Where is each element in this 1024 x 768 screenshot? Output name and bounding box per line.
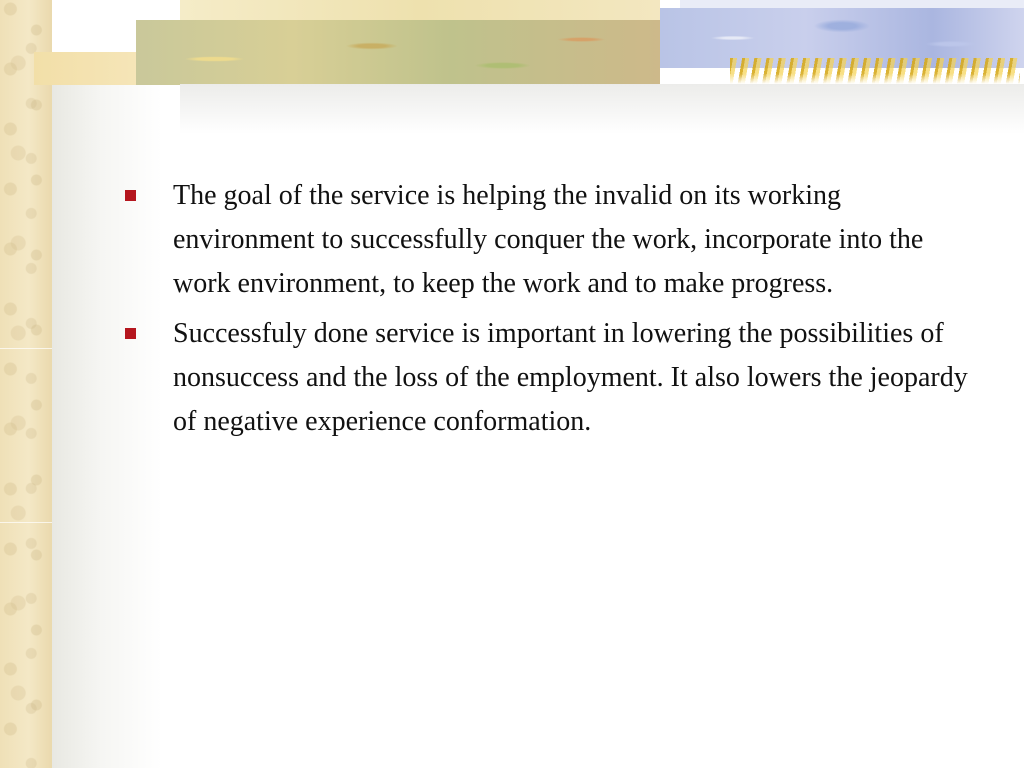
bullet-item (120, 174, 970, 306)
bullet-text: Successfuly done service is important in lowering the possibilities of nonsuccess and the loss of the employment. It also lowers the jeopardy of negative experience conformation. (173, 318, 968, 437)
bullet-list (120, 174, 970, 450)
banner-leaves-top (180, 0, 660, 22)
square-bullet-icon (125, 328, 136, 339)
parchment-strip (0, 0, 52, 768)
bullet-item (120, 312, 970, 444)
square-bullet-icon (125, 190, 136, 201)
bullet-text: The goal of the service is helping the invalid on its working environment to successfully conquer the work, incorporate into the work environment, to keep the work and to make progress. (173, 180, 924, 299)
banner-blue-top (680, 0, 1024, 8)
strip-seam (0, 348, 52, 349)
banner-shadow (180, 84, 1024, 134)
strip-seam (0, 522, 52, 523)
banner-wheat-image (730, 58, 1020, 84)
banner-leaves-image (136, 20, 660, 85)
